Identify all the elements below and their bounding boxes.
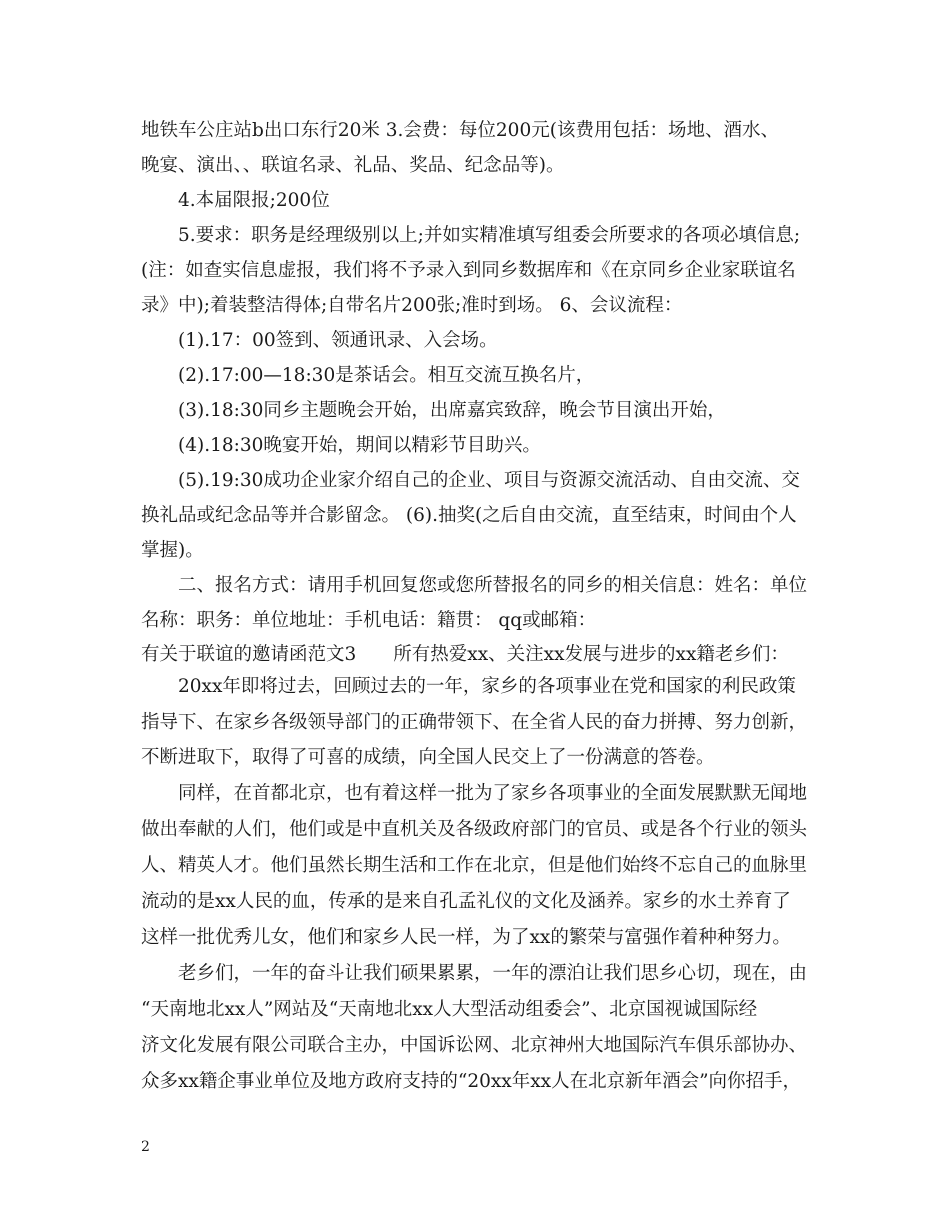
- text-line: 名称：职务：单位地址：手机电话：籍贯： qq或邮箱：: [141, 610, 597, 631]
- text-line: (2).17:00—18:30是茶话会。相互交流互换名片，: [178, 365, 595, 386]
- text-line: 20xx年即将过去，回顾过去的一年，家乡的各项事业在党和国家的利民政策: [178, 676, 796, 697]
- text-line: (5).19:30成功企业家介绍自己的企业、项目与资源交流活动、自由交流、交: [178, 470, 800, 491]
- text-line: (4).18:30晚宴开始，期间以精彩节目助兴。: [178, 435, 541, 456]
- text-line: 人、精英人才。他们虽然长期生活和工作在北京，但是他们始终不忘自己的血脉里: [141, 855, 808, 876]
- text-line: (1).17：00签到、领通讯录、入会场。: [178, 330, 498, 351]
- text-line: 4.本届限报;200位: [178, 190, 330, 211]
- text-line: “天南地北xx人”网站及“天南地北xx人大型活动组委会”、北京国视诚国际经: [141, 999, 758, 1020]
- text-line: 地铁车公庄站b出口东行20米 3.会费：每位200元(该费用包括：场地、酒水、: [141, 120, 779, 141]
- section-heading-line: 有关于联谊的邀请函范文3 所有热爱xx、关注xx发展与进步的xx籍老乡们：: [141, 644, 789, 665]
- text-line: 这样一批优秀儿女，他们和家乡人民一样，为了xx的繁荣与富强作着种种努力。: [141, 927, 791, 948]
- text-line: 流动的是xx人民的血，传承的是来自孔孟礼仪的文化及涵养。家乡的水土养育了: [141, 891, 791, 912]
- text-line: (注：如查实信息虚报，我们将不予录入到同乡数据库和《在京同乡企业家联谊名: [141, 260, 796, 281]
- text-line: 指导下、在家乡各级领导部门的正确带领下、在全省人民的奋力拼搏、努力创新，: [141, 712, 808, 733]
- text-line: 二、报名方式：请用手机回复您或您所替报名的同乡的相关信息：姓名：单位: [178, 575, 808, 596]
- text-line: 换礼品或纪念品等并合影留念。 (6).抽奖(之后自由交流，直至结束，时间由个人: [141, 505, 797, 526]
- text-line: 济文化发展有限公司联合主办，中国诉讼网、北京神州大地国际汽车俱乐部协办、: [141, 1035, 808, 1056]
- text-line: 不断进取下，取得了可喜的成绩，向全国人民交上了一份满意的答卷。: [141, 747, 715, 768]
- text-line: (3).18:30同乡主题晚会开始，出席嘉宾致辞，晚会节目演出开始，: [178, 400, 726, 421]
- text-line: 录》中);着装整洁得体;自带名片200张;准时到场。 6、会议流程：: [141, 295, 683, 316]
- text-line: 做出奉献的人们，他们或是中直机关及各级政府部门的官员、或是各个行业的领头: [141, 819, 808, 840]
- text-line: 老乡们，一年的奋斗让我们硕果累累，一年的漂泊让我们思乡心切，现在，由: [178, 963, 808, 984]
- text-line: 众多xx籍企事业单位及地方政府支持的“20xx年xx人在北京新年酒会”向你招手，: [141, 1071, 802, 1092]
- page-number: 2: [141, 1139, 150, 1155]
- text-line: 同样，在首都北京，也有着这样一批为了家乡各项事业的全面发展默默无闻地: [178, 783, 808, 804]
- text-line: 5.要求：职务是经理级别以上;并如实精准填写组委会所要求的各项必填信息;: [178, 225, 801, 246]
- text-line: 晚宴、演出、、联谊名录、礼品、奖品、纪念品等)。: [141, 155, 565, 176]
- text-line: 掌握)。: [141, 540, 204, 561]
